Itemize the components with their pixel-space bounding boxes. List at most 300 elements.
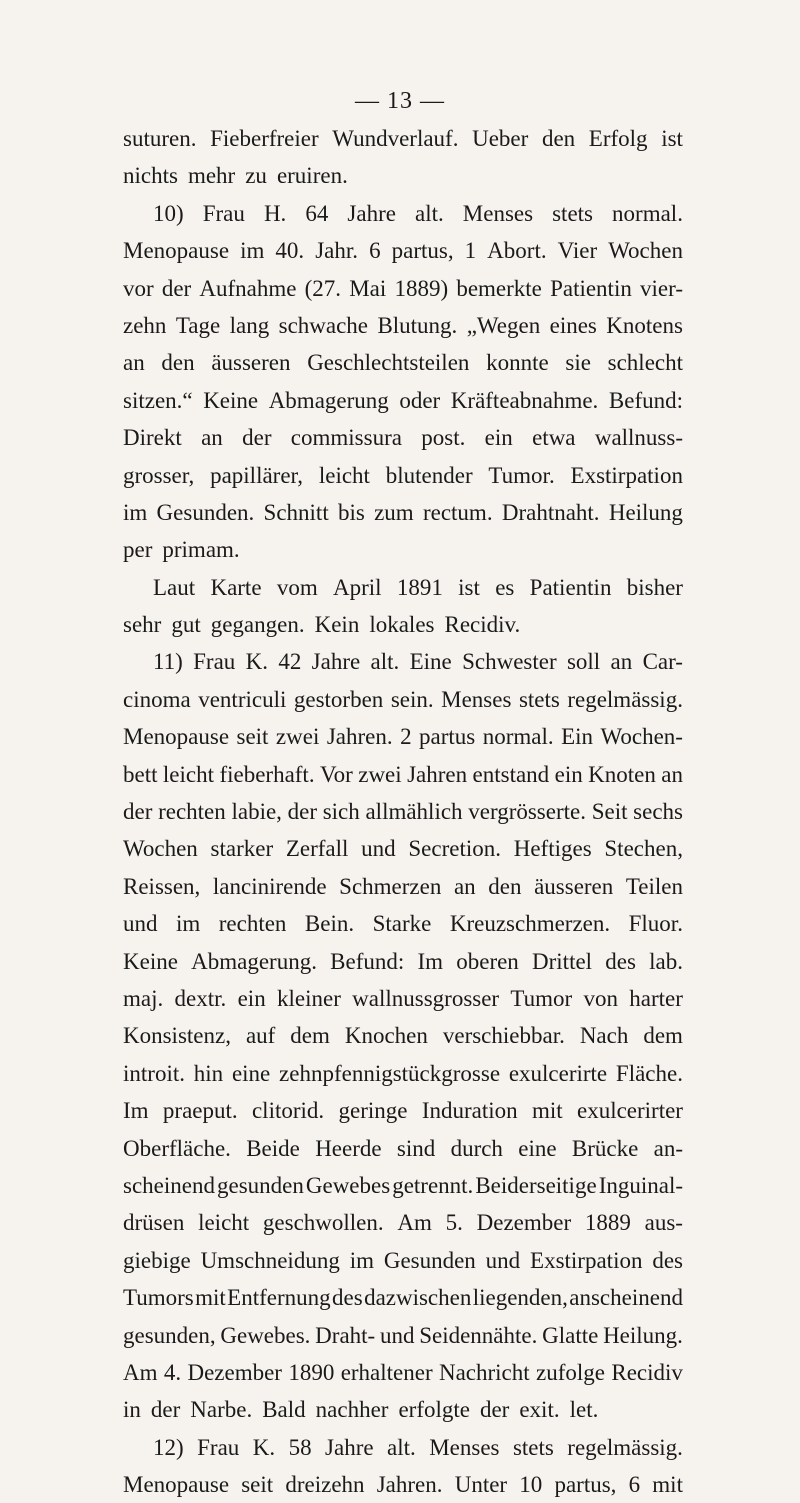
word: Am — [397, 1210, 432, 1236]
word: Gesunden — [383, 1247, 476, 1273]
word: (27. — [304, 275, 342, 301]
word: Fieberfreier — [210, 126, 319, 151]
word: ein — [237, 985, 266, 1011]
word: 1 — [464, 238, 477, 264]
text-line — [123, 569, 683, 606]
word: Oberfläche. — [123, 1135, 231, 1161]
word: an — [610, 649, 633, 675]
word: Inguinal- — [598, 1172, 683, 1198]
word: gegangen. — [210, 612, 305, 638]
word: Tumors — [123, 1285, 194, 1311]
word: 58 — [288, 1434, 312, 1460]
word: erfolgte — [398, 1397, 470, 1423]
word: Abmagerung — [268, 387, 389, 413]
word: Schmerzen — [339, 873, 442, 899]
word: Schnitt — [263, 499, 329, 525]
word: K. — [245, 649, 269, 675]
word: schwache — [278, 312, 369, 338]
word: eines — [549, 312, 597, 338]
word: sich — [322, 799, 360, 825]
word: alt. — [387, 1434, 416, 1460]
word: Knotens — [606, 312, 683, 338]
word: es — [495, 574, 515, 600]
word: Jahren. — [326, 724, 393, 750]
word: anscheinend — [569, 1285, 683, 1311]
word: 64 — [305, 200, 329, 226]
word: lab. — [649, 948, 683, 974]
word: exulcerirter — [576, 1098, 683, 1124]
text-line — [123, 382, 683, 419]
word: blutender — [385, 462, 473, 488]
word: exulcerirte — [508, 1060, 608, 1086]
word: Wundverlauf. — [332, 126, 459, 151]
word: Teilen — [625, 873, 683, 899]
word: der — [150, 1397, 181, 1423]
word: Jahr. — [315, 238, 359, 264]
word: Glatte — [542, 1322, 599, 1348]
word: Stechen, — [604, 836, 683, 862]
word: mit — [195, 1285, 226, 1311]
word: Brücke — [571, 1135, 639, 1161]
text-line — [123, 1317, 683, 1354]
word: Geschlechtsteilen — [307, 350, 470, 376]
word: Entfernung — [227, 1285, 331, 1311]
word: stets — [518, 686, 560, 712]
word: im — [240, 238, 265, 264]
word: ein — [484, 425, 513, 451]
word: 40. — [275, 238, 305, 264]
word: Wochen — [123, 836, 198, 862]
word: introit. — [123, 1060, 185, 1086]
text-line — [123, 1092, 683, 1129]
word: 6 — [628, 1472, 641, 1498]
word: Gewebes — [305, 1172, 391, 1198]
word: bis — [337, 499, 365, 525]
word: praeput. — [162, 1098, 238, 1124]
word: mehr — [187, 163, 236, 189]
word: den — [541, 126, 576, 151]
text-line — [123, 1130, 683, 1167]
word: ein — [554, 761, 583, 787]
word: Kein — [314, 612, 360, 638]
text-line — [123, 344, 683, 381]
text-line — [123, 681, 683, 718]
word: Menopause — [123, 724, 230, 750]
word: 1889) — [394, 275, 449, 301]
word: Fläche. — [615, 1060, 683, 1086]
word: Gewebes. — [220, 1322, 311, 1348]
word: wallnuss- — [594, 425, 683, 451]
word: und — [379, 1322, 415, 1348]
word: 5. — [445, 1210, 463, 1236]
word: K. — [252, 1434, 276, 1460]
word: allmählich — [365, 799, 463, 825]
word: normal. — [482, 724, 554, 750]
word: 12) — [153, 1434, 184, 1460]
word: aus- — [644, 1210, 683, 1236]
word: dextr. — [174, 985, 227, 1011]
word: Befund: — [608, 387, 683, 413]
word: 2 — [400, 724, 412, 750]
word: kleiner — [277, 985, 341, 1011]
word: Exstirpation — [570, 462, 683, 488]
word: schlecht — [607, 350, 683, 376]
word: Menses — [441, 686, 512, 712]
word: Laut — [153, 574, 196, 600]
word: Drittel — [532, 948, 593, 974]
text-line — [123, 943, 683, 980]
word: mit — [531, 1098, 563, 1124]
word: H. — [263, 200, 287, 226]
word: Aufnahme — [199, 275, 297, 301]
word: an — [201, 425, 223, 451]
text-line — [123, 830, 683, 867]
word: Ueber — [472, 126, 529, 151]
word: zu — [245, 163, 267, 189]
word: vom — [276, 574, 318, 600]
word: Heilung. — [603, 1322, 683, 1348]
word: partus, — [391, 238, 454, 264]
word: dazwischen — [364, 1285, 472, 1311]
word: rechten — [218, 911, 287, 937]
text-line — [123, 307, 683, 344]
word: sein. — [390, 686, 434, 712]
word: Befund: — [330, 948, 405, 974]
word: bett — [123, 761, 158, 787]
word: regelmässig. — [567, 1434, 683, 1460]
word: Frau — [202, 200, 245, 226]
word: Knoten — [588, 761, 656, 787]
word: Heilung — [608, 499, 683, 525]
word: Nach — [579, 1023, 629, 1049]
text-line — [123, 1055, 683, 1092]
word: äusseren — [211, 350, 291, 376]
word: Ein — [561, 724, 594, 750]
word: Tage — [175, 312, 221, 338]
word: nichts — [123, 163, 178, 189]
word: Wochen — [608, 238, 683, 264]
word: lancinirende — [212, 873, 327, 899]
word: verschiebbar. — [442, 1023, 565, 1049]
word: des — [652, 1247, 683, 1273]
text-line — [123, 494, 683, 531]
word: gesunden, — [123, 1322, 216, 1348]
text-line — [123, 606, 683, 643]
word: Jahren — [407, 761, 468, 787]
text-line — [123, 980, 683, 1017]
word: in — [123, 1397, 141, 1423]
text-line — [123, 793, 683, 830]
word: Dezember — [476, 1210, 572, 1236]
word: alt. — [414, 200, 444, 226]
word: 11) — [153, 649, 183, 675]
word: ventriculi — [198, 686, 287, 712]
word: der — [287, 799, 317, 825]
word: zwei — [275, 724, 320, 750]
text-line — [123, 1354, 683, 1391]
word: der — [242, 425, 272, 451]
word: vor — [123, 275, 154, 301]
word: Kreuzschmerzen. — [449, 911, 611, 937]
word: 10) — [153, 200, 184, 226]
word: 1889 — [584, 1210, 631, 1236]
word: konnte — [486, 350, 549, 376]
word: 1891 — [396, 574, 443, 600]
word: zum — [374, 499, 414, 525]
word: rechten — [158, 799, 226, 825]
text-line — [123, 1391, 683, 1428]
word: harter — [629, 985, 683, 1011]
word: Karte — [210, 574, 262, 600]
word: stets — [552, 200, 593, 226]
word: auf — [245, 1023, 276, 1049]
word: und — [361, 836, 396, 862]
word: an- — [653, 1135, 683, 1161]
word: sitzen.“ — [123, 387, 193, 413]
word: regelmässig. — [567, 686, 683, 712]
word: Blutung. — [377, 312, 458, 338]
word: Induration — [421, 1098, 518, 1124]
word: Beiderseitige — [475, 1172, 597, 1198]
word: Mai — [349, 275, 387, 301]
text-line — [123, 120, 683, 157]
word: Schwester — [462, 649, 557, 675]
text-line — [123, 531, 683, 568]
word: sechs — [633, 799, 683, 825]
text-line — [123, 1167, 683, 1204]
word: der — [479, 1397, 510, 1423]
word: drüsen — [123, 1210, 185, 1236]
word: leicht — [162, 761, 215, 787]
word: der — [161, 275, 192, 301]
word: Im — [123, 1098, 149, 1124]
word: an — [453, 873, 476, 899]
text-line — [123, 868, 683, 905]
word: Drahtnaht. — [501, 499, 600, 525]
word: bisher — [626, 574, 683, 600]
word: Im — [417, 948, 444, 974]
word: dem — [643, 1023, 683, 1049]
word: Frau — [193, 649, 236, 675]
word: Nachricht — [438, 1359, 530, 1385]
word: Vier — [557, 238, 598, 264]
word: Draht- — [315, 1322, 376, 1348]
word: Fluor. — [628, 911, 683, 937]
word: Reissen, — [123, 873, 201, 899]
word: eine — [518, 1135, 557, 1161]
word: maj. — [123, 985, 164, 1011]
word: seit — [236, 724, 269, 750]
body-text — [123, 120, 683, 1503]
word: vier- — [640, 275, 683, 301]
word: hin — [193, 1060, 224, 1086]
word: Car- — [642, 649, 683, 675]
word: April — [333, 574, 382, 600]
word: dem — [290, 1023, 330, 1049]
text-line — [123, 270, 683, 307]
text-line — [123, 1466, 683, 1503]
word: zufolge — [536, 1359, 605, 1385]
word: geschwollen. — [262, 1210, 384, 1236]
word: oder — [399, 387, 441, 413]
word: 6 — [369, 238, 381, 264]
word: papillärer, — [210, 462, 304, 488]
word: grosser, — [123, 462, 195, 488]
word: Keine — [203, 387, 259, 413]
word: rectum. — [422, 499, 493, 525]
word: Menses — [462, 200, 534, 226]
word: geringe — [338, 1098, 408, 1124]
word: Erfolg — [588, 126, 648, 151]
word: 42 — [278, 649, 302, 675]
word: Seidennähte. — [419, 1322, 538, 1348]
word: des — [605, 948, 636, 974]
word: des — [332, 1285, 363, 1311]
word: wallnussgrosser — [352, 985, 500, 1011]
word: eine — [231, 1060, 271, 1086]
word: Secretion. — [408, 836, 501, 862]
word: ist — [458, 574, 480, 600]
word: Keine — [123, 948, 178, 974]
word: leicht — [318, 462, 370, 488]
text-line — [123, 157, 683, 194]
word: zehnpfennigstückgrosse — [279, 1060, 501, 1086]
word: Zerfall — [285, 836, 349, 862]
word: Umschneidung — [200, 1247, 340, 1273]
word: äusseren — [534, 873, 614, 899]
word: post. — [421, 425, 466, 451]
word: Abmagerung. — [191, 948, 317, 974]
word: im — [175, 911, 201, 937]
text-line — [123, 457, 683, 494]
word: bemerkte — [456, 275, 542, 301]
word: Starke — [372, 911, 432, 937]
word: giebige — [123, 1247, 191, 1273]
word: Tumor — [510, 985, 573, 1011]
word: dreizehn — [285, 1472, 365, 1498]
word: gesunden — [216, 1172, 304, 1198]
word: oberen — [456, 948, 519, 974]
word: zehn — [123, 312, 167, 338]
word: primam. — [162, 537, 240, 563]
word: Menopause — [123, 1472, 230, 1498]
word: Heerde — [315, 1135, 382, 1161]
word: alt. — [370, 649, 400, 675]
word: Vor — [320, 761, 353, 787]
word: Jahre — [311, 649, 361, 675]
word: erhaltener — [340, 1359, 433, 1385]
word: Recidiv — [611, 1359, 683, 1385]
word: eruiren. — [276, 163, 348, 189]
word: labie, — [231, 799, 282, 825]
word: Knochen — [344, 1023, 428, 1049]
word: Eine — [409, 649, 452, 675]
word: sehr — [123, 612, 162, 638]
word: stets — [512, 1434, 554, 1460]
word: an — [661, 761, 683, 787]
word: im — [123, 499, 148, 525]
word: Narbe. — [190, 1397, 253, 1423]
word: Jahre — [325, 1434, 374, 1460]
word: gut — [171, 612, 201, 638]
word: Abort. — [487, 238, 547, 264]
word: partus — [419, 724, 476, 750]
word: an — [123, 350, 145, 376]
word: suturen. — [123, 126, 197, 151]
word: Seit — [591, 799, 628, 825]
word: leicht — [198, 1210, 250, 1236]
word: Wochen- — [600, 724, 683, 750]
word: Recidiv. — [444, 612, 521, 638]
word: Direkt — [123, 425, 182, 451]
word: normal. — [612, 200, 683, 226]
word: durch — [450, 1135, 503, 1161]
word: exit. — [519, 1397, 560, 1423]
word: nachher — [315, 1397, 389, 1423]
word: sie — [565, 350, 591, 376]
word: der — [123, 799, 153, 825]
word: Bein. — [304, 911, 355, 937]
word: scheinend — [123, 1172, 215, 1198]
text-line — [123, 1242, 683, 1279]
word: von — [583, 985, 618, 1011]
word: Jahren. — [376, 1472, 443, 1498]
word: Tumor. — [488, 462, 555, 488]
text-line — [123, 756, 683, 793]
text-line — [123, 718, 683, 755]
word: lang — [229, 312, 270, 338]
page-number: — 13 — — [355, 88, 445, 114]
word: Dezember — [187, 1359, 282, 1385]
word: 1890 — [288, 1359, 335, 1385]
text-line — [123, 232, 683, 269]
word: 4. — [163, 1359, 182, 1385]
word: und — [123, 911, 158, 937]
word: „Wegen — [466, 312, 541, 338]
word: getrennt. — [392, 1172, 474, 1198]
word: clitorid. — [251, 1098, 325, 1124]
word: commissura — [290, 425, 402, 451]
word: Gesunden. — [156, 499, 255, 525]
word: 10 — [519, 1472, 543, 1498]
word: im — [349, 1247, 374, 1273]
word: seit — [241, 1472, 274, 1498]
word: lokales — [369, 612, 435, 638]
text-line — [123, 419, 683, 456]
word: Exstirpation — [530, 1247, 643, 1273]
word: Beide — [246, 1135, 300, 1161]
word: Menopause — [123, 238, 230, 264]
word: Menses — [429, 1434, 500, 1460]
word: Kräfteabnahme. — [450, 387, 599, 413]
word: cinoma — [123, 686, 191, 712]
word: sind — [396, 1135, 436, 1161]
word: Konsistenz, — [123, 1023, 231, 1049]
word: Frau — [197, 1434, 240, 1460]
word: den — [161, 350, 195, 376]
word: Am — [123, 1359, 158, 1385]
word: per — [123, 537, 153, 563]
word: Patientin — [550, 275, 632, 301]
word: Unter — [454, 1472, 508, 1498]
text-line — [123, 1017, 683, 1054]
word: etwa — [532, 425, 576, 451]
word: soll — [566, 649, 601, 675]
word: und — [485, 1247, 521, 1273]
text-line — [123, 905, 683, 942]
text-line — [123, 1279, 683, 1316]
word: Bald — [262, 1397, 306, 1423]
